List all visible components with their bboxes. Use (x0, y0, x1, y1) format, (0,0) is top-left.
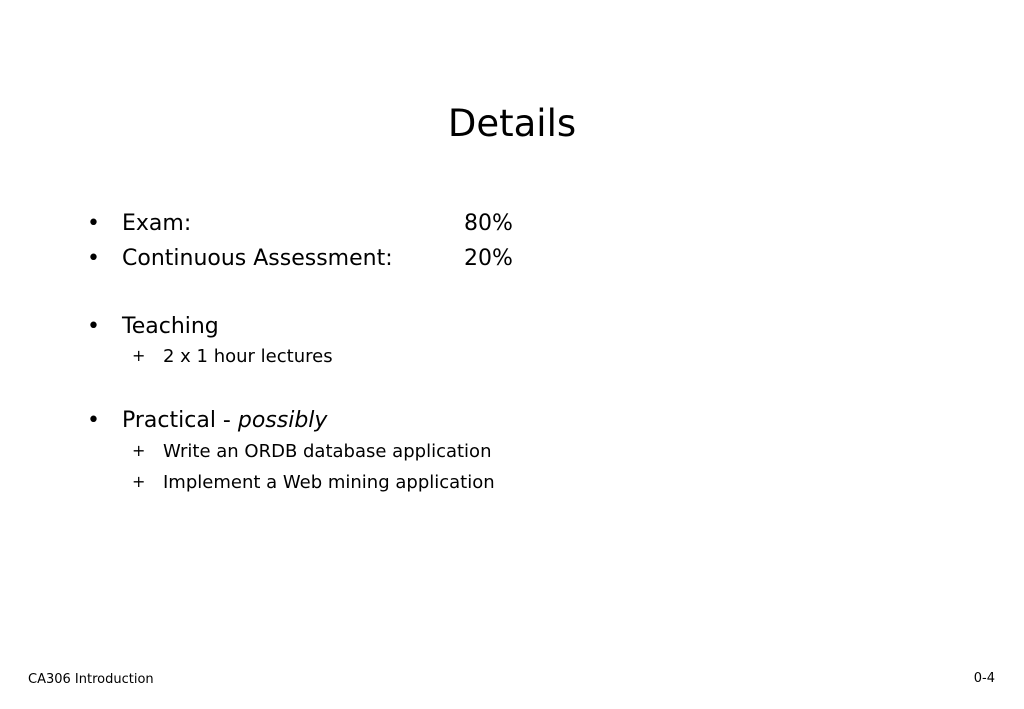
slide-title: Details (447, 102, 577, 145)
footer-page-number: 0-4 (973, 671, 995, 686)
footer-course: CA306 Introduction (28, 672, 154, 687)
bullet-label: Practical - (122, 408, 238, 433)
bullet-icon: • (87, 246, 100, 271)
plus-icon: + (132, 472, 146, 491)
bullet-icon: • (87, 211, 100, 236)
plus-icon: + (132, 441, 146, 460)
subitem-text: 2 x 1 hour lectures (163, 346, 333, 367)
subitem-text: Implement a Web mining application (163, 472, 495, 493)
subitem-text: Write an ORDB database application (163, 441, 492, 462)
bullet-label: Exam: (122, 211, 192, 236)
bullet-value: 20% (464, 246, 513, 271)
bullet-label: Continuous Assessment: (122, 246, 393, 271)
bullet-label-emphasis: possibly (237, 408, 328, 433)
bullet-value: 80% (464, 211, 513, 236)
bullet-label: Teaching (122, 314, 219, 339)
bullet-label-group (122, 406, 327, 436)
bullet-icon: • (87, 408, 100, 433)
bullet-icon: • (87, 314, 100, 339)
plus-icon: + (132, 346, 146, 365)
